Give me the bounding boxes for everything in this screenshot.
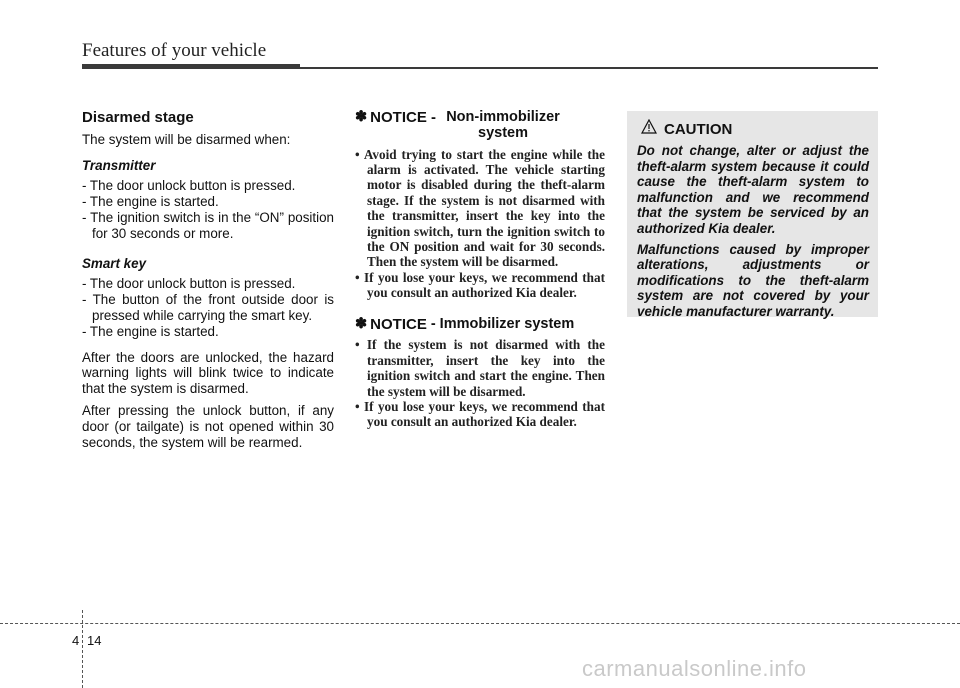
smart-key-subheading: Smart key (82, 255, 147, 271)
notice-label: NOTICE - (370, 109, 436, 126)
caution-box (627, 111, 878, 317)
watermark: carmanualsonline.info (582, 656, 807, 681)
left-column (82, 110, 334, 456)
header-rule-thick (82, 64, 300, 69)
notice-title: - Immobilizer system (430, 315, 575, 332)
notice-bullet: • If you lose your keys, we recommend that you consult an authorized Kia dealer. (355, 399, 605, 430)
notice-bullet: • Avoid trying to start the engine while the alarm is activated. The vehicle starting motor is disabled during the theft-alarm stage. If the system is not disarmed with the transmitter, insert the key into the ignition switch, turn the ignition switch to the ON position and wait for 30 seconds. Then the system will be disarmed. (355, 146, 605, 270)
rearm-paragraph: After pressing the unlock button, if any door (or tailgate) is not opened within 30 seconds, the system will be rearmed. (82, 402, 334, 450)
transmitter-item: - The door unlock button is pressed. (82, 178, 296, 194)
caution-text: Do not change, alter or adjust the theft-alarm system because it could cause the theft-alarm system to malfunction and we recommend that the system be serviced by an authorized Kia dealer. (637, 143, 869, 236)
footer-rule (0, 623, 960, 624)
intro-text: The system will be disarmed when: (82, 131, 291, 147)
warning-triangle-icon (641, 119, 657, 139)
notice-label: NOTICE (370, 315, 427, 333)
middle-column (355, 110, 605, 430)
notice-title: Non-immobilizer system (446, 109, 560, 141)
transmitter-subheading: Transmitter (82, 157, 156, 173)
disarmed-stage-heading: Disarmed stage (82, 109, 194, 126)
smart-key-item: - The button of the front outside door is pressed while carrying the smart key. (82, 292, 334, 323)
caution-header (637, 119, 869, 139)
notice-heading-immobilizer (355, 317, 605, 333)
transmitter-item: - The ignition switch is in the “ON” position for 30 seconds or more. (82, 209, 334, 241)
smart-key-item: - The door unlock button is pressed. (82, 276, 296, 292)
notice-star-icon: ✽ (355, 315, 368, 332)
page-header-title: Features of your vehicle (82, 40, 267, 61)
caution-text: Malfunctions caused by improper alterations, adjustments or modifications to the theft-alarm system are not covered by your vehicle manufacturer warranty. (637, 241, 869, 319)
notice-star-icon: ✽ (355, 109, 368, 125)
notice-heading-non-immobilizer (355, 110, 605, 142)
footer-divider (82, 610, 83, 688)
chapter-number: 4 (72, 633, 80, 648)
notice-bullet: • If the system is not disarmed with the transmitter, insert the key into the ignition switch and start the engine. Then the system will be disarmed. (355, 337, 605, 399)
header-rule-thin (300, 67, 878, 69)
caution-label: CAUTION (664, 120, 733, 138)
smart-key-item: - The engine is started. (82, 323, 219, 339)
page-number: 14 (87, 633, 102, 648)
notice-bullet: • If you lose your keys, we recommend that you consult an authorized Kia dealer. (355, 269, 605, 301)
hazard-lights-paragraph: After the doors are unlocked, the hazard warning lights will blink twice to indicate that the system is disarmed. (82, 349, 334, 397)
transmitter-item: - The engine is started. (82, 194, 219, 210)
